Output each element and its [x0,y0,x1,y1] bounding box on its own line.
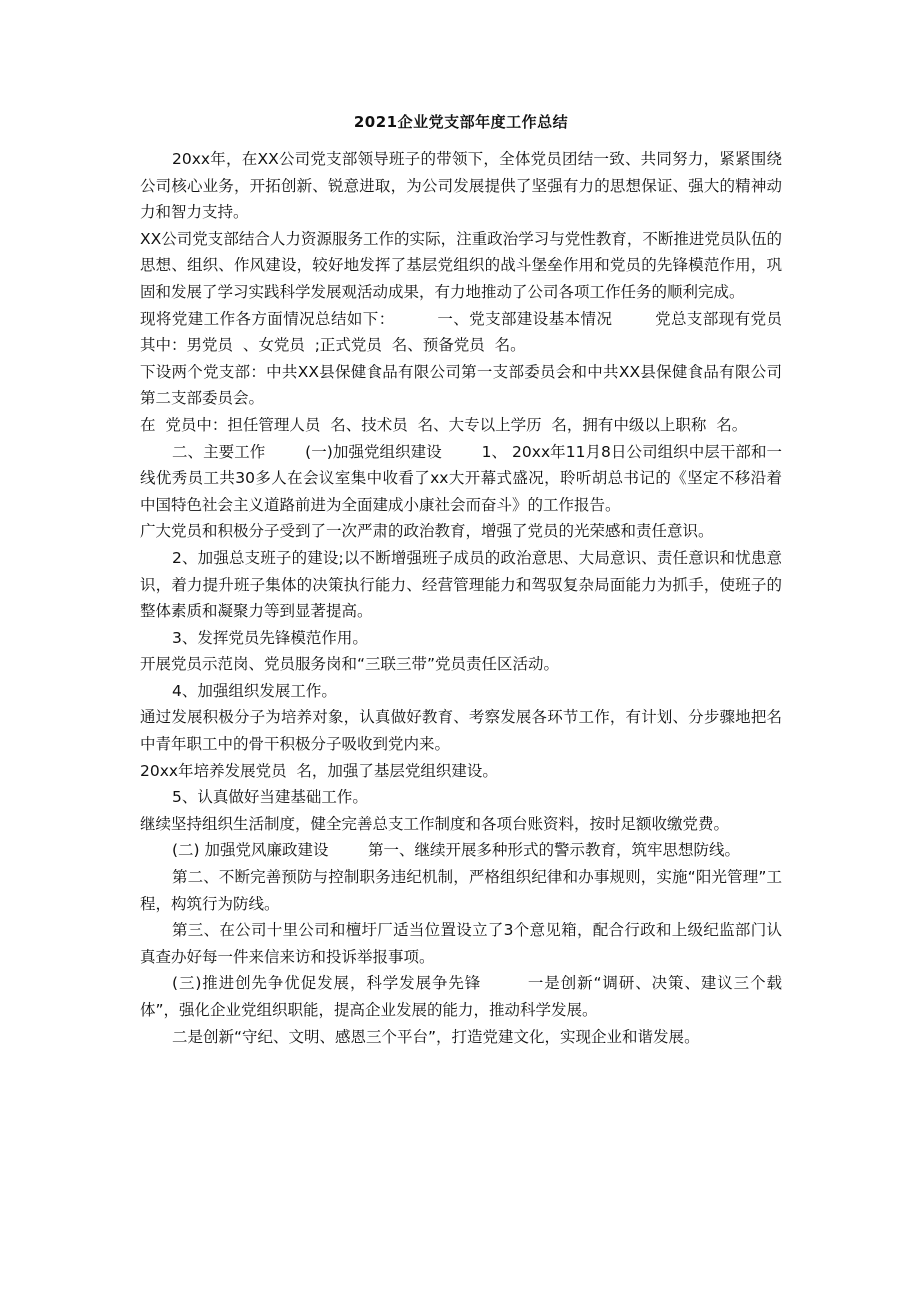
body-paragraph: 通过发展积极分子为培养对象，认真做好教育、考察发展各环节工作，有计划、分步骤地把名中青年职工中的骨干积极分子吸收到党内来。 [140,708,782,754]
body-paragraph: 5、认真做好当建基础工作。 [172,788,368,807]
document-body [140,146,792,1050]
body-paragraph: (三)推进创先争优促发展，科学发展争先锋 一是创新“调研、决策、建议三个载体”，强化企业党组织职能，提高企业发展的能力，推动科学发展。 [140,974,782,1019]
body-paragraph: 广大党员和积极分子受到了一次严肃的政治教育，增强了党员的光荣感和责任意识。 [140,522,714,541]
body-paragraph: 20xx年培养发展党员 名，加强了基层党组织建设。 [140,761,498,780]
body-paragraph: 现将党建工作各方面情况总结如下： 一、党支部建设基本情况 党总支部现有党员 其中：男党员 、女党员 ;正式党员 名、预备党员 名。 [140,309,792,355]
body-paragraph: 3、发挥党员先锋模范作用。 [172,628,368,647]
body-paragraph: 20xx年，在XX公司党支部领导班子的带领下，全体党员团结一致、共同努力，紧紧围绕公司核心业务，开拓创新、锐意进取，为公司发展提供了坚强有力的思想保证、强大的精神动力和智力支持。 [140,150,782,222]
body-paragraph: (二) 加强党风廉政建设 第一、继续开展多种形式的警示教育，筑牢思想防线。 [172,841,740,860]
body-paragraph: 二是创新“守纪、文明、感恩三个平台”，打造党建文化，实现企业和谐发展。 [172,1027,700,1046]
body-paragraph: 第二、不断完善预防与控制职务违纪机制，严格组织纪律和办事规则，实施“阳光管理”工程，构筑行为防线。 [140,868,782,913]
body-paragraph: 4、加强组织发展工作。 [172,681,337,700]
body-paragraph: XX公司党支部结合人力资源服务工作的实际，注重政治学习与党性教育，不断推进党员队伍的思想、组织、作风建设，较好地发挥了基层党组织的战斗堡垒作用和党员的先锋模范作用，巩固和发展了学习实践科学发展观活动成果，有力地推动了公司各项工作任务的顺利完成。 [140,229,782,301]
body-paragraph: 开展党员示范岗、党员服务岗和“三联三带”党员责任区活动。 [140,655,560,674]
body-paragraph: 下设两个党支部：中共XX县保健食品有限公司第一支部委员会和中共XX县保健食品有限公司第二支部委员会。 [140,362,782,408]
body-paragraph: 2、加强总支班子的建设;以不断增强班子成员的政治意思、大局意识、责任意识和忧患意识，着力提升班子集体的决策执行能力、经营管理能力和驾驭复杂局面能力为抓手，使班子的整体素质和凝聚力等到显著提高。 [140,548,782,621]
body-paragraph: 第三、在公司十里公司和檀圩厂适当位置设立了3个意见箱，配合行政和上级纪监部门认真查办好每一件来信来访和投诉举报事项。 [140,921,782,966]
document-title: 2021企业党支部年度工作总结 [353,113,569,131]
body-paragraph: 在 党员中：担任管理人员 名、技术员 名、大专以上学历 名，拥有中级以上职称 名。 [140,415,748,434]
body-paragraph: 继续坚持组织生活制度，健全完善总支工作制度和各项台账资料，按时足额收缴党费。 [140,814,730,833]
body-paragraph: 二、主要工作 (一)加强党组织建设 1、 20xx年11月8日公司组织中层干部和一线优秀员工共30多人在会议室集中收看了xx大开幕式盛况，聆听胡总书记的《坚定不移沿着中国特色社会主义道路前进为全面建成小康社会而奋斗》的工作报告。 [140,442,782,514]
document-page [140,112,792,1050]
